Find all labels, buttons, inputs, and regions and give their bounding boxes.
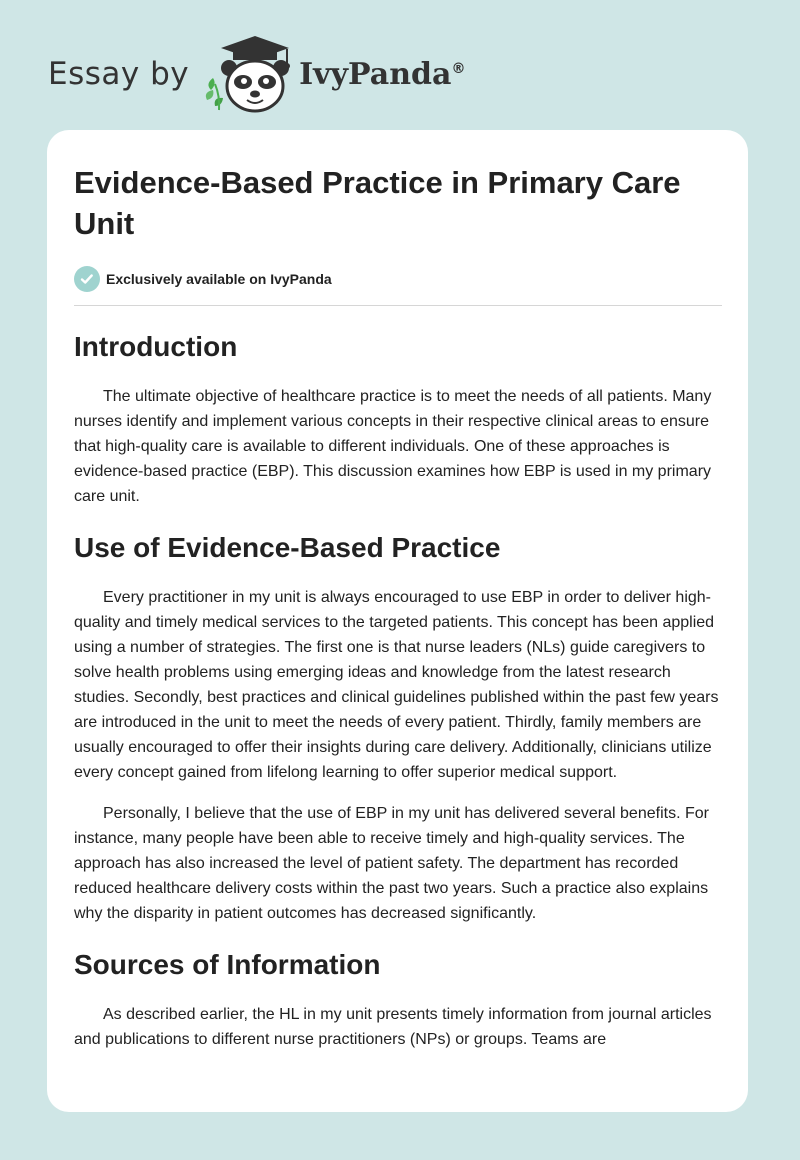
brand-prefix: Essay by	[48, 56, 190, 92]
paragraph: As described earlier, the HL in my unit presents timely information from journal articles and publications to different nurse practitioners (NPs) or groups. Teams are	[74, 1006, 712, 1048]
brand-name: IvyPanda®	[299, 56, 466, 92]
panda-logo-icon[interactable]	[203, 34, 295, 114]
exclusive-label: Exclusively available on IvyPanda	[106, 271, 332, 287]
essay-title: Evidence-Based Practice in Primary Care Unit	[74, 165, 681, 241]
paragraph: Personally, I believe that the use of EBP in my unit has delivered several benefits. For instance, many people have been able to receive timely and high-quality services. The approach has also increased the level of patient safety. The department has recorded reduced healthcare delivery costs within the past two years. Such a practice also explains why the disparity in patient outcomes has decreased significantly.	[74, 805, 709, 922]
section-heading-introduction: Introduction	[74, 331, 238, 362]
site-header	[48, 34, 465, 114]
check-circle-icon	[74, 266, 100, 292]
registered-mark: ®	[451, 60, 466, 77]
essay-card	[47, 130, 748, 1112]
paragraph: The ultimate objective of healthcare practice is to meet the needs of all patients. Many nurses identify and implement various concepts in their respective clinical areas to ensure that high-quality care is available to different individuals. One of these approaches is evidence-based practice (EBP). This discussion examines how EBP is used in my primary care unit.	[74, 388, 712, 505]
section-heading-sources: Sources of Information	[74, 949, 381, 980]
divider	[74, 305, 722, 306]
section-heading-use-of-ebp: Use of Evidence-Based Practice	[74, 532, 501, 563]
paragraph: Every practitioner in my unit is always encouraged to use EBP in order to deliver high-quality and timely medical services to the targeted patients. This concept has been applied using a number of strategies. The first one is that nurse leaders (NLs) guide caregivers to solve health problems using emerging ideas and knowledge from the latest research studies. Secondly, best practices and clinical guidelines published within the past few years are introduced in the unit to meet the needs of every patient. Thirdly, family members are usually encouraged to offer their insights during care delivery. Additionally, clinicians utilize every concept gained from lifelong learning to offer superior medical support.	[74, 589, 719, 781]
exclusive-badge	[74, 266, 722, 292]
